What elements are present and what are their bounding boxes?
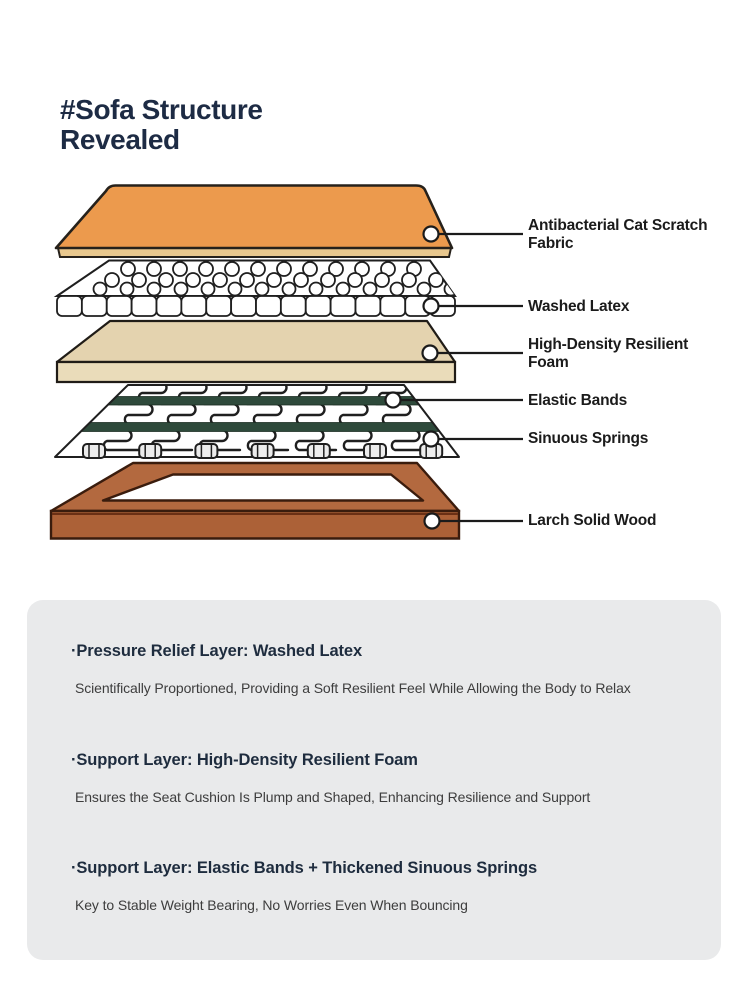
latex-front-cell xyxy=(231,296,256,316)
page-title-line1: #Sofa Structure xyxy=(60,93,263,125)
latex-hole xyxy=(132,273,146,287)
latex-hole xyxy=(94,283,107,296)
page-title-line2: Revealed xyxy=(60,124,180,156)
latex-hole xyxy=(310,283,323,296)
elastic-band-1 xyxy=(107,397,431,406)
section-2-body: Ensures the Seat Cushion Is Plump and Shaped, Enhancing Resilience and Support xyxy=(75,789,591,805)
latex-front-cell xyxy=(107,296,132,316)
marker-springs xyxy=(424,432,439,447)
latex-hole xyxy=(364,283,377,296)
latex-hole xyxy=(375,273,389,287)
marker-latex xyxy=(424,299,439,314)
page-title xyxy=(60,95,263,156)
spring-clip xyxy=(308,444,330,458)
latex-hole xyxy=(277,262,291,276)
layer-label-wood-line1: Larch Solid Wood xyxy=(528,512,657,529)
latex-front-cell xyxy=(157,296,182,316)
fabric-top-face xyxy=(56,186,452,249)
latex-hole xyxy=(402,273,416,287)
marker-wood xyxy=(425,514,440,529)
wood-front-face xyxy=(51,511,459,539)
latex-front-cell xyxy=(356,296,381,316)
foam-front-face xyxy=(57,362,455,382)
layer-label-bands xyxy=(528,392,738,410)
latex-front-cell xyxy=(306,296,331,316)
latex-front-cells xyxy=(57,296,455,316)
info-box xyxy=(27,600,721,960)
layer-wood xyxy=(51,463,459,539)
layer-label-latex xyxy=(528,298,738,316)
latex-front-cell xyxy=(206,296,231,316)
latex-hole xyxy=(173,262,187,276)
fabric-bottom-strip xyxy=(58,248,451,257)
latex-hole xyxy=(213,273,227,287)
elastic-band-2 xyxy=(80,423,452,432)
section-1-heading: ·Pressure Relief Layer: Washed Latex xyxy=(71,642,363,660)
layer-label-foam-line1: High-Density Resilient xyxy=(528,336,689,353)
latex-front-cell xyxy=(82,296,107,316)
latex-hole xyxy=(148,283,161,296)
layer-label-springs xyxy=(528,430,738,448)
latex-hole xyxy=(202,283,215,296)
layer-label-fabric xyxy=(528,217,738,253)
latex-hole xyxy=(256,283,269,296)
latex-hole xyxy=(199,262,213,276)
spring-clip xyxy=(195,444,217,458)
latex-hole xyxy=(229,283,242,296)
latex-front-cell xyxy=(331,296,356,316)
layer-label-foam xyxy=(528,336,738,372)
layer-foam xyxy=(57,321,455,382)
latex-front-cell xyxy=(281,296,306,316)
marker-foam xyxy=(423,346,438,361)
latex-hole xyxy=(283,283,296,296)
latex-hole xyxy=(159,273,173,287)
latex-hole xyxy=(121,262,135,276)
latex-hole xyxy=(251,262,265,276)
latex-hole xyxy=(105,273,119,287)
latex-hole xyxy=(225,262,239,276)
latex-front-cell xyxy=(380,296,405,316)
latex-hole xyxy=(294,273,308,287)
latex-hole xyxy=(186,273,200,287)
layer-fabric xyxy=(56,186,452,258)
layer-label-fabric-line2: Fabric xyxy=(528,234,574,252)
foam-top-face xyxy=(57,321,455,362)
latex-hole xyxy=(267,273,281,287)
section-1-body: Scientifically Proportioned, Providing a Soft Resilient Feel While Allowing the Body to Relax xyxy=(75,680,631,696)
layer-label-wood xyxy=(528,512,738,530)
spring-clip xyxy=(364,444,386,458)
latex-hole xyxy=(337,283,350,296)
marker-bands xyxy=(386,393,401,408)
marker-fabric xyxy=(424,227,439,242)
layer-latex xyxy=(57,261,458,317)
latex-front-cell xyxy=(132,296,157,316)
section-3-body: Key to Stable Weight Bearing, No Worries Even When Bouncing xyxy=(75,897,468,913)
spring-clip xyxy=(83,444,105,458)
latex-hole xyxy=(147,262,161,276)
latex-hole xyxy=(240,273,254,287)
latex-front-cell xyxy=(181,296,206,316)
layer-label-latex-line1: Washed Latex xyxy=(528,298,630,315)
latex-front-cell xyxy=(256,296,281,316)
latex-hole xyxy=(321,273,335,287)
section-3-heading: ·Support Layer: Elastic Bands + Thickened Sinuous Springs xyxy=(71,859,538,877)
latex-hole xyxy=(348,273,362,287)
layer-label-springs-line1: Sinuous Springs xyxy=(528,430,649,447)
latex-front-cell xyxy=(57,296,82,316)
section-2-heading: ·Support Layer: High-Density Resilient Foam xyxy=(71,751,418,769)
latex-hole xyxy=(121,283,134,296)
spring-clip xyxy=(139,444,161,458)
latex-hole xyxy=(418,283,431,296)
latex-hole xyxy=(391,283,404,296)
layer-label-foam-line2: Foam xyxy=(528,353,569,371)
latex-hole xyxy=(175,283,188,296)
spring-clip xyxy=(252,444,274,458)
layer-label-bands-line1: Elastic Bands xyxy=(528,392,628,409)
layer-label-fabric-line1: Antibacterial Cat Scratch xyxy=(528,217,708,234)
